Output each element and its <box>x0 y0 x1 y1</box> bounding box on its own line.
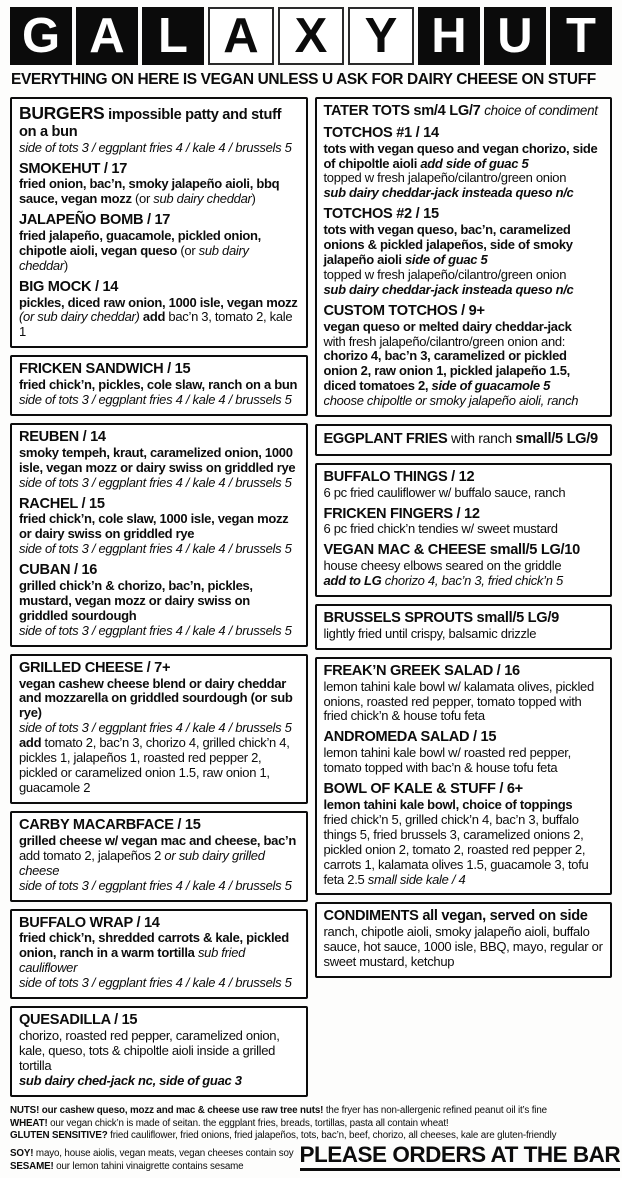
text-line: lemon tahini kale bowl, choice of toppings <box>323 796 573 812</box>
text-line: with fresh jalapeño/cilantro/green onion and: <box>323 333 566 349</box>
menu-box-fricken-sandwich <box>10 355 308 416</box>
galaxy-hut-logo <box>10 7 612 65</box>
text-line: CUSTOM TOTCHOS / 9+ <box>323 302 485 319</box>
menu-box-buffalo-wrap <box>10 909 308 1000</box>
text-line: lemon tahini kale bowl w/ roasted red pepper, tomato topped with bac’n & house tofu feta <box>323 745 571 776</box>
text-line: FRICKEN SANDWICH / 15 <box>19 361 191 378</box>
text-line: tots with vegan queso and vegan chorizo, side of chipoltle aioli add side of guac 5 <box>323 140 598 171</box>
menu-item <box>19 429 299 491</box>
menu-item <box>324 781 604 887</box>
text-line: fried chick’n, pickles, cole slaw, ranch on a bun <box>19 377 298 393</box>
text-line: choose chipoltle or smoky jalapeño aioli, ranch <box>323 393 579 409</box>
text-line: BOWL OF KALE & STUFF / 6+ <box>323 781 523 798</box>
menu-item <box>19 915 299 992</box>
menu-item <box>324 542 604 589</box>
text-line: sub dairy ched-jack nc, side of guac 3 <box>19 1072 242 1088</box>
menu-footer <box>10 1104 621 1174</box>
menu-columns <box>10 97 612 1104</box>
text-line: ANDROMEDA SALAD / 15 <box>323 729 497 746</box>
text-line: side of tots 3 / eggplant fries 4 / kale 4 / brussels 5 <box>19 720 292 736</box>
menu-box-tater-tots-totchos <box>315 97 613 417</box>
text-line: FREAK’N GREEK SALAD / 16 <box>323 662 520 679</box>
text-line: smoky tempeh, kraut, caramelized onion, 1000 isle, vegan mozz or dairy swiss on griddled rye <box>19 444 296 475</box>
menu-box-brussels-sprouts <box>315 604 613 650</box>
text-line: TOTCHOS #1 / 14 <box>323 124 439 141</box>
menu-header <box>10 7 612 89</box>
menu-column-right <box>315 97 613 985</box>
text-line: pickles, diced raw onion, 1000 isle, vegan mozz (or sub dairy cheddar) add bac’n 3, tomato 2, kale 1 <box>19 294 298 340</box>
menu-box-eggplant-fries <box>315 424 613 456</box>
text-line: lemon tahini kale bowl w/ kalamata olives, pickled onions, roasted red pepper, tomato topped with fried chick’n & house tofu feta <box>323 678 594 724</box>
logo-tile: Y <box>348 7 414 65</box>
logo-tile: G <box>10 7 72 65</box>
text-line: TOTCHOS #2 / 15 <box>323 206 439 223</box>
text-line: side of tots 3 / eggplant fries 4 / kale 4 / brussels 5 <box>19 139 292 155</box>
menu-item <box>324 469 604 501</box>
text-line: 6 pc fried cauliflower w/ buffalo sauce, ranch <box>323 484 566 500</box>
logo-tile: U <box>484 7 546 65</box>
menu-item <box>324 729 604 776</box>
text-line: CONDIMENTS all vegan, served on side <box>323 908 588 925</box>
text-line: GRILLED CHEESE / 7+ <box>19 659 171 676</box>
text-line: TATER TOTS sm/4 LG/7 choice of condiment <box>323 103 598 119</box>
menu-item <box>19 496 299 558</box>
text-line: lightly fried until crispy, balsamic drizzle <box>323 625 537 641</box>
text-line: side of tots 3 / eggplant fries 4 / kale 4 / brussels 5 <box>19 622 292 638</box>
text-line: fried chick’n, cole slaw, 1000 isle, vegan mozz or dairy swiss on griddled rye <box>19 511 289 542</box>
text-line: GLUTEN SENSITIVE? fried cauliflower, fried onions, fried jalapeños, tots, bac’n, beef, chorizo, all cheeses, kale are gluten-friendly <box>10 1130 557 1142</box>
text-line: topped w fresh jalapeño/cilantro/green onion <box>323 170 567 186</box>
order-at-bar-banner: PLEASE ORDERS AT THE BAR <box>300 1143 621 1171</box>
text-line: sub dairy cheddar-jack insteada queso n/c <box>323 185 574 201</box>
text-line: BIG MOCK / 14 <box>19 278 119 295</box>
menu-item <box>19 161 299 208</box>
text-line: REUBEN / 14 <box>19 429 106 445</box>
menu-item <box>324 103 604 120</box>
text-line: RACHEL / 15 <box>19 495 105 512</box>
text-line: fried onion, bac’n, smoky jalapeño aioli, bbq sauce, vegan mozz (or sub dairy cheddar) <box>19 176 280 207</box>
text-line: add to LG chorizo 4, bac’n 3, fried chick’n 5 <box>323 573 563 589</box>
text-line: SMOKEHUT / 17 <box>19 160 128 177</box>
menu-item <box>19 361 299 408</box>
text-line: QUESADILLA / 15 <box>19 1012 138 1029</box>
menu-box-condiments <box>315 902 613 978</box>
menu-box-grilled-cheese <box>10 654 308 804</box>
menu-item <box>19 562 299 639</box>
text-line: BUFFALO WRAP / 14 <box>19 914 160 931</box>
text-line: SESAME! our lemon tahini vinaigrette contains sesame <box>10 1161 244 1173</box>
text-line: WHEAT! our vegan chick’n is made of seitan. the eggplant fries, breads, tortillas, pasta all contain wheat! <box>10 1117 449 1129</box>
menu-box-salads <box>315 657 613 896</box>
text-line: side of tots 3 / eggplant fries 4 / kale 4 / brussels 5 <box>19 541 292 557</box>
menu-item <box>324 125 604 202</box>
menu-item <box>19 212 299 274</box>
text-line: EGGPLANT FRIES with ranch small/5 LG/9 <box>323 430 598 448</box>
text-line: SOY! mayo, house aiolis, vegan meats, vegan cheeses contain soy <box>10 1148 294 1160</box>
menu-item <box>19 103 299 156</box>
menu-column-left <box>10 97 308 1104</box>
menu-item <box>324 610 604 642</box>
menu-item <box>19 279 299 341</box>
menu-box-quesadilla <box>10 1006 308 1097</box>
menu-item <box>324 303 604 409</box>
text-line: VEGAN MAC & CHEESE small/5 LG/10 <box>323 542 580 559</box>
text-line: JALAPEÑO BOMB / 17 <box>19 212 171 229</box>
text-line: side of tots 3 / eggplant fries 4 / kale 4 / brussels 5 <box>19 877 292 893</box>
text-line: fried chick’n, shredded carrots & kale, pickled onion, ranch in a warm tortilla sub fried cauliflower <box>19 930 289 976</box>
text-line: grilled cheese w/ vegan mac and cheese, bac’n <box>19 832 296 848</box>
menu-item <box>324 663 604 725</box>
text-line: BURGERS impossible patty and stuff on a bun <box>19 103 282 140</box>
allergen-notes <box>10 1105 612 1144</box>
text-line: FRICKEN FINGERS / 12 <box>323 505 480 522</box>
footer-bottom-row <box>10 1142 621 1174</box>
text-line: add tomato 2, jalapeños 2 or sub dairy grilled cheese <box>19 847 265 878</box>
menu-box-fried-things <box>315 463 613 597</box>
menu-box-burgers <box>10 97 308 348</box>
allergen-notes-bottom <box>10 1148 294 1174</box>
text-line: BUFFALO THINGS / 12 <box>323 468 475 485</box>
logo-tile: X <box>278 7 344 65</box>
text-line: grilled chick’n & chorizo, bac’n, pickles, mustard, vegan mozz or dairy swiss on griddled sourdough <box>19 577 253 623</box>
text-line: side of tots 3 / eggplant fries 4 / kale 4 / brussels 5 <box>19 474 292 490</box>
vegan-disclaimer: EVERYTHING ON HERE IS VEGAN UNLESS U ASK FOR DAIRY CHEESE ON STUFF <box>11 71 596 88</box>
menu-item <box>324 206 604 297</box>
menu-item <box>324 908 604 970</box>
text-line: CARBY MACARBFACE / 15 <box>19 817 201 833</box>
text-line: vegan cashew cheese blend or dairy cheddar and mozzarella on griddled sourdough (or sub rye) <box>19 675 293 721</box>
text-line: side of tots 3 / eggplant fries 4 / kale 4 / brussels 5 <box>19 392 292 408</box>
logo-tile: T <box>550 7 612 65</box>
menu-box-deli-sandwiches <box>10 423 308 647</box>
logo-tile: A <box>76 7 138 65</box>
text-line: BRUSSELS SPROUTS small/5 LG/9 <box>323 610 559 627</box>
text-line: side of tots 3 / eggplant fries 4 / kale 4 / brussels 5 <box>19 975 292 991</box>
text-line: fried chick’n 5, grilled chick’n 4, bac’n 3, buffalo things 5, fried brussels 3, caramelized onions 2, pickled onion 2, tomato 2, roasted red pepper 2, carrots 1, kalamata olives 1.5, guacamole 3, tofu feta 2.5 small side kale / 4 <box>323 811 589 887</box>
logo-tile: A <box>208 7 274 65</box>
text-line: chorizo, roasted red pepper, caramelized onion, kale, queso, tots & chipoltle aioli inside a grilled tortilla <box>19 1027 280 1073</box>
text-line: sub dairy cheddar-jack insteada queso n/c <box>323 281 574 297</box>
logo-tile: L <box>142 7 204 65</box>
menu-item <box>324 506 604 538</box>
menu-item <box>324 430 604 448</box>
menu-box-carby-macarbface <box>10 811 308 902</box>
menu-item <box>19 660 299 796</box>
text-line: ranch, chipotle aioli, smoky jalapeño aioli, buffalo sauce, hot sauce, 1000 isle, BBQ, mayo, regular or sweet mustard, ketchup <box>323 924 603 970</box>
logo-tile: H <box>418 7 480 65</box>
text-line: NUTS! our cashew queso, mozz and mac & cheese use raw tree nuts! the fryer has non-allergenic refined peanut oil it’s fine <box>10 1104 547 1116</box>
text-line: house cheesy elbows seared on the griddle <box>323 558 562 574</box>
text-line: add tomato 2, bac’n 3, chorizo 4, grilled chick’n 4, pickles 1, jalapeños 1, roasted red pepper 2, pickled or caramelized onion 1.5, raw onion 1, guacamole 2 <box>19 735 290 796</box>
text-line: topped w fresh jalapeño/cilantro/green onion <box>323 266 567 282</box>
text-line: chorizo 4, bac’n 3, caramelized or pickled onion 2, raw onion 1, pickled jalapeño 1.5, diced tomatoes 2, side of guacamole 5 <box>323 348 570 394</box>
text-line: vegan queso or melted dairy cheddar-jack <box>323 318 572 334</box>
text-line: 6 pc fried chick’n tendies w/ sweet mustard <box>323 521 558 537</box>
text-line: CUBAN / 16 <box>19 562 98 579</box>
text-line: fried jalapeño, guacamole, pickled onion, chipotle aioli, vegan queso (or sub dairy cheddar) <box>19 227 261 273</box>
text-line: tots with vegan queso, bac’n, caramelized onions & pickled jalapeños, side of smoky jalapeño aioli side of guac 5 <box>323 222 573 267</box>
menu-item <box>19 817 299 894</box>
